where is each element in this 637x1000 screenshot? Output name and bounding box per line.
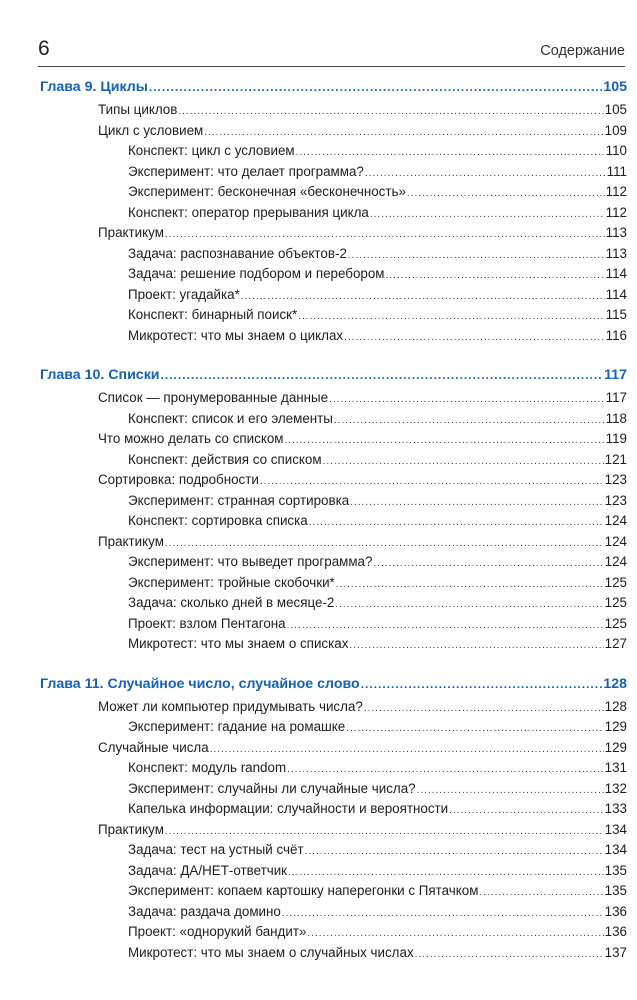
toc-entry-page-number: 105	[604, 102, 627, 117]
toc-section-entry	[40, 532, 627, 553]
dot-leader	[361, 671, 603, 697]
toc-entry-title: Эксперимент: случайны ли случайные числа?	[128, 780, 416, 796]
dot-leader	[334, 409, 605, 432]
toc-entry-page-number: 113	[605, 225, 627, 240]
toc-subsection-entry	[40, 943, 627, 964]
dot-leader	[407, 182, 605, 205]
toc-subsection-entry	[40, 141, 627, 162]
toc-entry-title: Эксперимент: что делает программа?	[128, 163, 364, 179]
toc-entry-page-number: 131	[604, 760, 627, 775]
toc-subsection-entry	[40, 717, 627, 738]
toc-entry-title: Конспект: модуль random	[128, 760, 287, 775]
toc-entry-title: Эксперимент: копаем картошку наперегонки с Пятачком	[128, 883, 479, 898]
dot-leader	[307, 922, 603, 945]
toc-subsection-entry	[40, 573, 627, 594]
toc-subsection-entry	[40, 634, 627, 655]
dot-leader	[204, 121, 603, 144]
toc-section-entry	[40, 820, 627, 841]
toc-entry-page-number: 113	[605, 245, 627, 261]
toc-entry-title: Практикум	[98, 533, 164, 549]
toc-entry-page-number: 132	[604, 780, 627, 796]
toc-entry-page-number: 137	[604, 944, 627, 960]
toc-entry-page-number: 134	[604, 842, 627, 857]
page-header	[38, 38, 625, 67]
toc-entry-page-number: 125	[604, 574, 627, 590]
toc-entry-page-number: 109	[604, 122, 627, 138]
toc-entry-page-number: 135	[604, 862, 627, 878]
toc-entry-title: Глава 9. Циклы	[40, 79, 148, 95]
toc-entry-page-number: 112	[605, 184, 627, 199]
toc-entry-page-number: 116	[605, 327, 627, 343]
toc-entry-title: Эксперимент: гадание на ромашке	[128, 719, 346, 734]
dot-leader	[161, 362, 604, 388]
toc-entry-title: Микротест: что мы знаем о списках	[128, 636, 349, 651]
toc-chapter-heading	[40, 362, 627, 388]
dot-leader	[285, 429, 605, 452]
dot-leader	[298, 305, 604, 328]
toc-section-entry	[40, 100, 627, 121]
toc-entry-page-number: 128	[604, 698, 627, 714]
toc-entry-title: Проект: взлом Пентагона	[128, 615, 286, 631]
toc-entry-title: Типы циклов	[98, 102, 178, 117]
toc-entry-title: Конспект: бинарный поиск*	[128, 307, 298, 322]
dot-leader	[288, 861, 604, 884]
dot-leader	[241, 285, 605, 308]
toc-entry-page-number: 123	[604, 492, 627, 508]
toc-entry-title: Конспект: действия со списком	[128, 451, 322, 467]
toc-entry-page-number: 114	[605, 286, 627, 302]
dot-leader	[349, 634, 603, 657]
toc-entry-title: Практикум	[98, 225, 164, 240]
dot-leader	[305, 840, 604, 863]
toc-subsection-entry	[40, 285, 627, 306]
dot-leader	[415, 943, 604, 966]
toc-entry-title: Глава 10. Списки	[40, 367, 160, 383]
toc-entry-title: Капелька информации: случайности и вероятности	[128, 801, 449, 816]
toc-entry-page-number: 135	[604, 883, 627, 898]
toc-subsection-entry	[40, 326, 627, 347]
toc-entry-page-number: 128	[603, 675, 627, 692]
toc-section-entry	[40, 697, 627, 718]
dot-leader	[178, 100, 603, 123]
toc-entry-page-number: 105	[603, 79, 627, 95]
toc-subsection-entry	[40, 614, 627, 635]
dot-leader	[323, 450, 604, 473]
toc-entry-title: Микротест: что мы знаем о циклах	[128, 327, 344, 343]
toc-section-entry	[40, 223, 627, 244]
toc-entry-page-number: 110	[605, 143, 627, 158]
dot-leader	[417, 779, 604, 802]
toc-subsection-entry	[40, 922, 627, 943]
dot-leader	[449, 799, 604, 822]
toc-subsection-entry	[40, 861, 627, 882]
toc-entry-page-number: 124	[604, 554, 627, 569]
toc-subsection-entry	[40, 552, 627, 573]
toc-chapter	[40, 671, 627, 964]
toc-section-entry	[40, 121, 627, 142]
toc-entry-page-number: 117	[605, 390, 627, 405]
dot-leader	[386, 264, 605, 287]
dot-leader	[165, 532, 604, 555]
dot-leader	[364, 697, 604, 720]
dot-leader	[296, 141, 605, 164]
toc-subsection-entry	[40, 264, 627, 285]
table-of-contents	[40, 74, 627, 963]
toc-entry-page-number: 111	[606, 163, 627, 179]
dot-leader	[287, 758, 604, 781]
toc-subsection-entry	[40, 511, 627, 532]
dot-leader	[165, 223, 605, 246]
toc-subsection-entry	[40, 182, 627, 203]
toc-entry-title: Глава 11. Случайное число, случайное слово	[40, 675, 360, 692]
toc-entry-title: Задача: тест на устный счёт	[128, 842, 304, 857]
toc-entry-title: Эксперимент: бесконечная «бесконечность»	[128, 184, 406, 199]
toc-subsection-entry	[40, 203, 627, 224]
toc-entry-title: Микротест: что мы знаем о случайных числах	[128, 944, 414, 960]
dot-leader	[210, 738, 604, 761]
toc-subsection-entry	[40, 162, 627, 183]
toc-entry-page-number: 118	[605, 410, 627, 426]
toc-section-entry	[40, 738, 627, 759]
toc-entry-title: Что можно делать со списком	[98, 431, 284, 446]
toc-subsection-entry	[40, 409, 627, 430]
toc-chapter	[40, 74, 627, 346]
dot-leader	[282, 902, 604, 925]
toc-entry-title: Может ли компьютер придумывать числа?	[98, 698, 363, 714]
toc-entry-page-number: 134	[604, 821, 627, 837]
toc-entry-title: Эксперимент: что выведет программа?	[128, 554, 373, 569]
toc-entry-title: Конспект: цикл с условием	[128, 143, 295, 158]
dot-leader	[260, 470, 604, 493]
dot-leader	[309, 511, 604, 534]
toc-entry-page-number: 115	[605, 307, 627, 322]
dot-leader	[370, 203, 605, 226]
toc-entry-page-number: 127	[604, 636, 627, 651]
dot-leader	[329, 388, 605, 411]
toc-entry-title: Эксперимент: тройные скобочки*	[128, 574, 335, 590]
toc-entry-page-number: 133	[604, 801, 627, 816]
toc-entry-page-number: 136	[604, 924, 627, 939]
toc-entry-title: Задача: раздача домино	[128, 903, 281, 919]
toc-entry-page-number: 136	[604, 903, 627, 919]
toc-entry-title: Список — пронумерованные данные	[98, 390, 329, 405]
dot-leader	[350, 491, 603, 514]
dot-leader	[344, 326, 605, 349]
dot-leader	[348, 244, 605, 267]
dot-leader	[365, 162, 606, 185]
toc-entry-page-number: 125	[604, 595, 627, 610]
toc-subsection-entry	[40, 593, 627, 614]
toc-entry-title: Проект: угадайка*	[128, 286, 240, 302]
toc-subsection-entry	[40, 491, 627, 512]
toc-subsection-entry	[40, 779, 627, 800]
toc-entry-title: Цикл с условием	[98, 122, 204, 138]
dot-leader	[346, 717, 603, 740]
toc-subsection-entry	[40, 305, 627, 326]
toc-entry-title: Проект: «однорукий бандит»	[128, 924, 307, 939]
toc-section-entry	[40, 388, 627, 409]
toc-entry-page-number: 121	[604, 451, 627, 467]
toc-entry-page-number: 123	[604, 472, 627, 487]
toc-chapter-heading	[40, 671, 627, 697]
toc-subsection-entry	[40, 244, 627, 265]
toc-entry-title: Практикум	[98, 821, 164, 837]
toc-entry-page-number: 129	[604, 719, 627, 734]
toc-chapter-heading	[40, 74, 627, 100]
dot-leader	[335, 593, 603, 616]
toc-subsection-entry	[40, 799, 627, 820]
toc-entry-title: Конспект: оператор прерывания цикла	[128, 204, 369, 220]
toc-entry-page-number: 124	[604, 533, 627, 549]
toc-entry-page-number: 112	[605, 204, 627, 220]
toc-entry-title: Конспект: список и его элементы	[128, 410, 333, 426]
page-number: 6	[38, 37, 50, 60]
toc-chapter	[40, 362, 627, 655]
toc-entry-title: Конспект: сортировка списка	[128, 513, 308, 528]
dot-leader	[149, 74, 602, 100]
toc-entry-title: Задача: ДА/НЕТ-ответчик	[128, 862, 288, 878]
toc-subsection-entry	[40, 902, 627, 923]
toc-entry-title: Задача: сколько дней в месяце-2	[128, 595, 335, 610]
toc-entry-page-number: 124	[604, 513, 627, 528]
toc-entry-title: Сортировка: подробности	[98, 472, 259, 487]
toc-subsection-entry	[40, 881, 627, 902]
toc-section-entry	[40, 429, 627, 450]
toc-subsection-entry	[40, 758, 627, 779]
toc-entry-page-number: 117	[604, 367, 627, 383]
toc-entry-title: Задача: решение подбором и перебором	[128, 266, 385, 281]
toc-entry-title: Случайные числа	[98, 739, 209, 755]
dot-leader	[373, 552, 603, 575]
toc-entry-title: Задача: распознавание объектов-2	[128, 245, 347, 261]
toc-subsection-entry	[40, 450, 627, 471]
dot-leader	[287, 614, 604, 637]
toc-subsection-entry	[40, 840, 627, 861]
dot-leader	[165, 820, 604, 843]
dot-leader	[479, 881, 603, 904]
dot-leader	[336, 573, 604, 596]
toc-entry-page-number: 129	[604, 739, 627, 755]
toc-entry-page-number: 119	[605, 431, 627, 446]
toc-section-entry	[40, 470, 627, 491]
toc-entry-page-number: 114	[605, 266, 627, 281]
toc-entry-page-number: 125	[604, 615, 627, 631]
toc-entry-title: Эксперимент: странная сортировка	[128, 492, 350, 508]
running-title: Содержание	[540, 43, 625, 59]
